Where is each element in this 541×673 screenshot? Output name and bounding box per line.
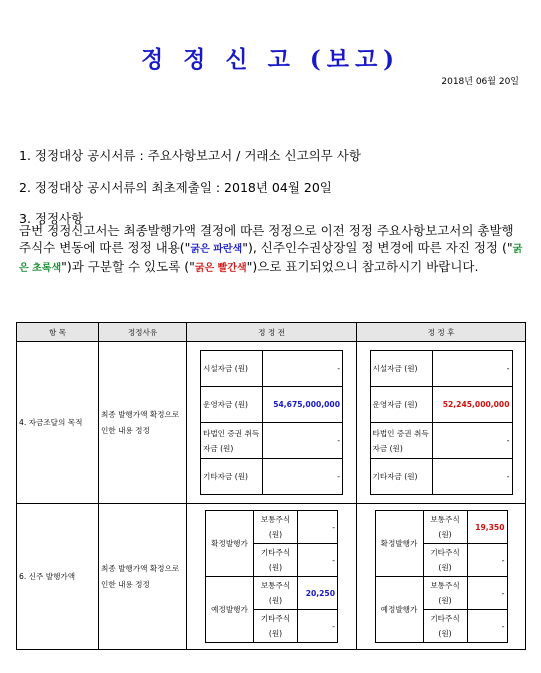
fixed-price-label: 확정발행가	[206, 511, 254, 577]
correction-description	[19, 222, 524, 277]
after-fixed-common: 19,350	[467, 511, 507, 544]
report-date: 2018년 06월 20일	[441, 77, 519, 87]
row2-item: 6. 신주 발행가액	[17, 504, 99, 650]
before-fixed-common: -	[298, 511, 338, 544]
before-label: 운영자금 (원)	[201, 387, 263, 423]
after-value: 52,245,000,000	[432, 387, 512, 423]
row1-reason: 최종 발행가액 확정으로 인한 내용 정정	[99, 342, 187, 504]
other-share-label: 기타주식 (원)	[423, 610, 467, 643]
header-after: 정 정 후	[357, 323, 526, 342]
after-label: 시설자금 (원)	[370, 351, 432, 387]
correction-table	[16, 322, 526, 650]
other-share-label: 기타주식 (원)	[254, 610, 298, 643]
after-value: -	[432, 351, 512, 387]
header-reason: 정정사유	[99, 323, 187, 342]
after-value: -	[432, 459, 512, 495]
before-label: 기타자금 (원)	[201, 459, 263, 495]
table-row	[17, 504, 526, 650]
after-value: -	[432, 423, 512, 459]
table-header-row	[17, 323, 526, 342]
after-label: 타법인 증권 취득자금 (원)	[370, 423, 432, 459]
red-marker: 굵은 빨간색	[194, 263, 247, 274]
header-before: 정 정 전	[187, 323, 357, 342]
planned-price-label: 예정발행가	[375, 577, 423, 643]
before-value: -	[263, 423, 343, 459]
para-text-2: "), 신주인수권상장일 정 변경에 따른 자진 정정 ("	[242, 240, 513, 255]
section-3-heading: 3. 정정사항	[19, 211, 84, 226]
planned-price-label: 예정발행가	[206, 577, 254, 643]
before-planned-common: 20,250	[298, 577, 338, 610]
before-planned-other: -	[298, 610, 338, 643]
section-2: 2. 정정대상 공시서류의 최초제출일 : 2018년 04월 20일	[19, 180, 332, 195]
row2-reason: 최종 발행가액 확정으로 인한 내용 정정	[99, 504, 187, 650]
common-share-label: 보통주식 (원)	[423, 511, 467, 544]
after-label: 기타자금 (원)	[370, 459, 432, 495]
para-text-1: 금번 정정신고서는 최종발행가액 결정에 따른 정정으로 이전 정정 주요사항보고서의 총발행주식수 변동에 따른 정정 내용("	[19, 223, 514, 255]
fixed-price-label: 확정발행가	[375, 511, 423, 577]
row1-item: 4. 자금조달의 목적	[17, 342, 99, 504]
para-text-4: ")으로 표기되었으니 참고하시기 바랍니다.	[246, 259, 479, 274]
common-share-label: 보통주식 (원)	[423, 577, 467, 610]
common-share-label: 보통주식 (원)	[254, 577, 298, 610]
other-share-label: 기타주식 (원)	[254, 544, 298, 577]
row2-before-cell	[187, 504, 357, 650]
after-fixed-other: -	[467, 544, 507, 577]
row2-after-table	[375, 510, 508, 643]
other-share-label: 기타주식 (원)	[423, 544, 467, 577]
row2-before-table	[205, 510, 338, 643]
before-value: -	[263, 459, 343, 495]
header-item: 항 목	[17, 323, 99, 342]
table-row	[17, 342, 526, 504]
before-fixed-other: -	[298, 544, 338, 577]
para-text-3: ")과 구분할 수 있도록 ("	[61, 259, 195, 274]
after-planned-other: -	[467, 610, 507, 643]
row1-before-cell	[187, 342, 357, 504]
before-value: -	[263, 351, 343, 387]
before-label: 시설자금 (원)	[201, 351, 263, 387]
blue-marker: 굵은 파란색	[190, 244, 243, 255]
before-value: 54,675,000,000	[263, 387, 343, 423]
before-label: 타법인 증권 취득자금 (원)	[201, 423, 263, 459]
row1-after-cell	[357, 342, 526, 504]
after-label: 운영자금 (원)	[370, 387, 432, 423]
page-title: 정 정 신 고 (보고)	[140, 46, 401, 73]
row2-after-cell	[357, 504, 526, 650]
section-1: 1. 정정대상 공시서류 : 주요사항보고서 / 거래소 신고의무 사항	[19, 148, 361, 163]
row1-before-table	[200, 350, 343, 495]
common-share-label: 보통주식 (원)	[254, 511, 298, 544]
after-planned-common: -	[467, 577, 507, 610]
green-marker: 굵은 초록색	[19, 244, 523, 274]
row1-after-table	[370, 350, 513, 495]
